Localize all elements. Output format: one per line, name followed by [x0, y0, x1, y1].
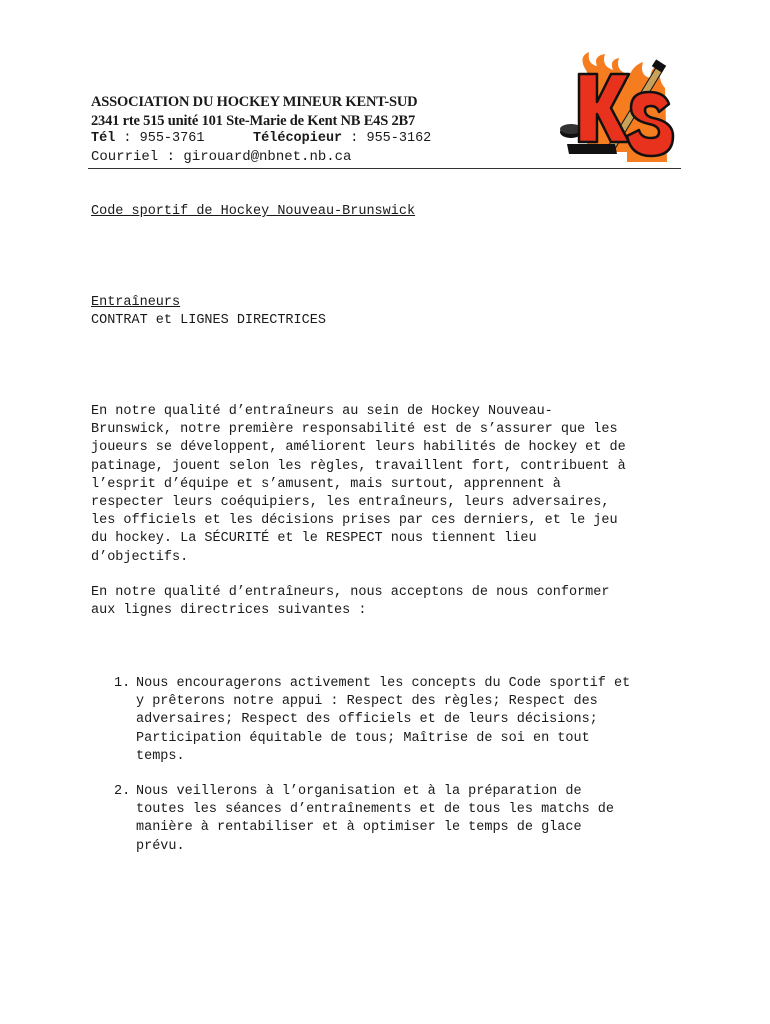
intro-paragraph: En notre qualité d’entraîneurs au sein de Hockey Nouveau- Brunswick, notre première responsabilité est de s’assurer que les joueurs se développent, améliorent leurs habilités de hockey et de patinage, jouent selon les règles, travaillent fort, contribuent à l’esprit d’équipe et s’amusent, mais surtout, apprennent à respecter leurs coéquipiers, les entraîneurs, leurs adversaires, les officiels et les décisions prises par ces derniers, et le jeu du hockey. La SÉCURITÉ et le RESPECT nous tiennent lieu d’objectifs.: [91, 404, 626, 565]
contact-email-line: [91, 149, 351, 165]
list-item-text: Nous encouragerons activement les concepts du Code sportif et y prêterons notre appui : Respect des règles; Respect des adversaires; Respect des officiels et de leurs décisions; Participation équitable de tous; Maîtrise de soi en tout temps.: [136, 676, 631, 764]
header-divider: [88, 168, 681, 169]
fax-label: Télécopieur: [253, 131, 343, 146]
list-item: [91, 783, 691, 863]
list-item-number: 1.: [114, 676, 131, 691]
phone-value: : 955-3761: [115, 131, 205, 146]
phone-label: Tél: [91, 131, 116, 146]
list-item-number: 2.: [114, 784, 131, 799]
section-title: Entraîneurs: [91, 295, 181, 310]
list-item-text: Nous veillerons à l’organisation et à la préparation de toutes les séances d’entraînements et de tous les matchs de manière à rentabiliser et à optimiser le temps de glace prévu.: [136, 784, 614, 854]
email-label: Courriel :: [91, 149, 184, 165]
guidelines-intro-paragraph: En notre qualité d’entraîneurs, nous acceptons de nous conformer aux lignes directrices suivantes :: [91, 585, 610, 619]
ks-logo: [557, 52, 679, 168]
organization-address: 2341 rte 515 unité 101 Ste-Marie de Kent NB E4S 2B7: [91, 113, 416, 129]
email-value: girouard@nbnet.nb.ca: [183, 149, 352, 165]
code-title: Code sportif de Hockey Nouveau-Brunswick: [91, 204, 416, 219]
organization-name: ASSOCIATION DU HOCKEY MINEUR KENT-SUD: [91, 94, 418, 110]
list-item: [91, 675, 691, 770]
contact-phone-line: [91, 131, 431, 146]
fax-value: : 955-3162: [342, 131, 432, 146]
section-subtitle: CONTRAT et LIGNES DIRECTRICES: [91, 313, 326, 328]
